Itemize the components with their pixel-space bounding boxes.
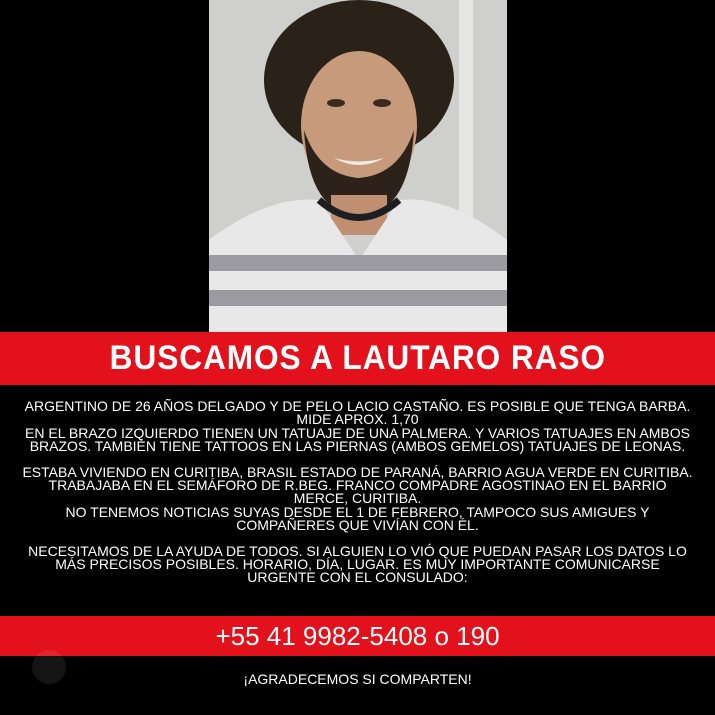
phone-number: +55 41 9982-5408 o 190 [215,620,500,651]
description-paragraph-1: ARGENTINO DE 26 AÑOS DELGADO Y DE PELO LACIO CASTAÑO. ES POSIBLE QUE TENGA BARBA. MIDE APROX. 1,70 EN EL BRAZO IZQUIERDO TIENEN UN TATUAJE DE UNA PALMERA. Y VARIOS TATUAJES EN AMBOS BRAZOS. TAMBIÉN TIENE TATTOOS EN LAS PIERNAS (AMBOS GEMELOS) TATUAJES DE LEONAS. [24,398,691,455]
description-paragraph-2: ESTABA VIVIENDO EN CURITIBA, BRASIL ESTADO DE PARANÁ, BARRIO AGUA VERDE EN CURITIBA. TRABAJABA EN EL SEMÁFORO DE R.BEG. FRANCO COMPADRE AGOSTINAO EN EL BARRIO MERCE, CURITIBA. NO TENEMOS NOTICIAS SUYAS DESDE EL 1 DE FEBRERO, TAMPOCO SUS AMIGUES Y COMPAÑERES QUE VIVÍAN CON ÉL. [22,463,693,534]
portrait-illustration [209,0,507,332]
description-paragraph-3: NECESITAMOS DE LA AYUDA DE TODOS. SI ALGUIEN LO VIÓ QUE PUEDAN PASAR LOS DATOS LO MÁS PRECISOS POSIBLES. HORARIO, DÍA, LUGAR. ES MUY IMPORTANTE COMUNICARSE URGENTE CON EL CONSULADO: [28,542,687,586]
contact-banner [0,616,715,656]
missing-person-title: BUSCAMOS A LAUTARO RASO [109,339,606,377]
description-block [0,400,715,597]
portrait-photo [209,0,507,332]
thanks-text: ¡AGRADECEMOS SI COMPARTEN! [243,671,472,687]
title-banner [0,332,715,385]
